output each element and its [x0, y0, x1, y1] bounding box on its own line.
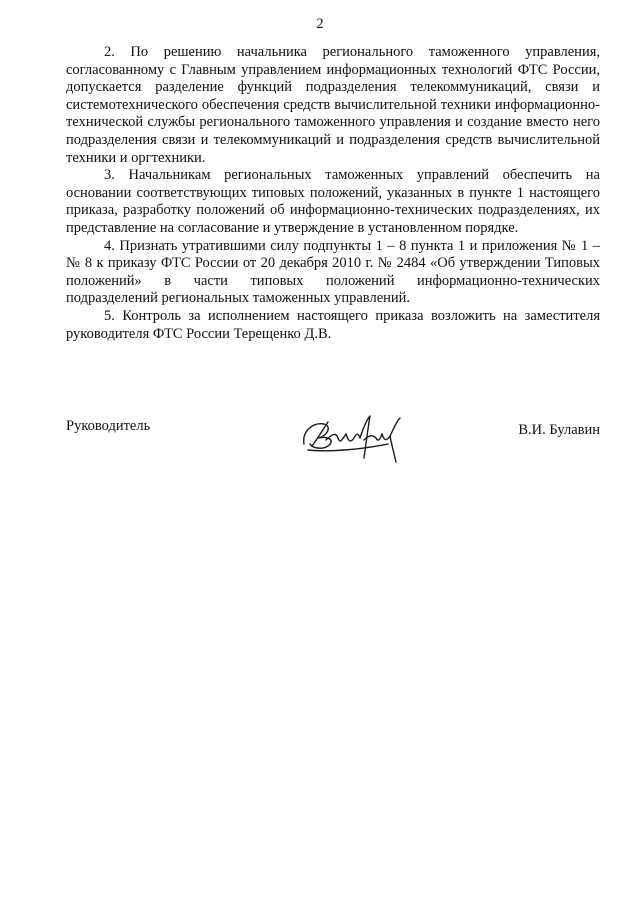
paragraph-5: 5. Контроль за исполнением настоящего приказа возложить на заместителя руководителя ФТС России Терещенко Д.В. — [66, 307, 600, 342]
paragraph-3: 3. Начальникам региональных таможенных управлений обеспечить на основании соответствующих типовых положений, указанных в пункте 1 настоящего приказа, разработку положений об информационно-технических подразделениях, их представление на согласование и утверждение в установленном порядке. — [66, 167, 600, 236]
signature-block — [66, 410, 600, 470]
document-body — [66, 44, 600, 343]
signatory-name: В.И. Булавин — [518, 422, 600, 438]
page-number: 2 — [316, 16, 324, 32]
signatory-title: Руководитель — [66, 418, 151, 434]
paragraph-4: 4. Признать утратившими силу подпункты 1 – 8 пункта 1 и приложения № 1 – № 8 к приказу ФТС России от 20 декабря 2010 г. № 2484 «Об утверждении Типовых положений» в части типовых положений информационно-технических подразделений региональных таможенных управлений. — [66, 237, 600, 307]
handwritten-signature — [298, 410, 410, 468]
paragraph-2: 2. По решению начальника регионального таможенного управления, согласованному с Главным управлением информационных технологий ФТС России, допускается разделение функций подразделения телекоммуникаций, связи и системотехнического обеспечения средств вычислительной техники информационно-технической службы регионального таможенного управления и создание вместо него подразделения связи и телекоммуникаций и подразделения средств вычислительной техники и оргтехники. — [66, 44, 600, 166]
